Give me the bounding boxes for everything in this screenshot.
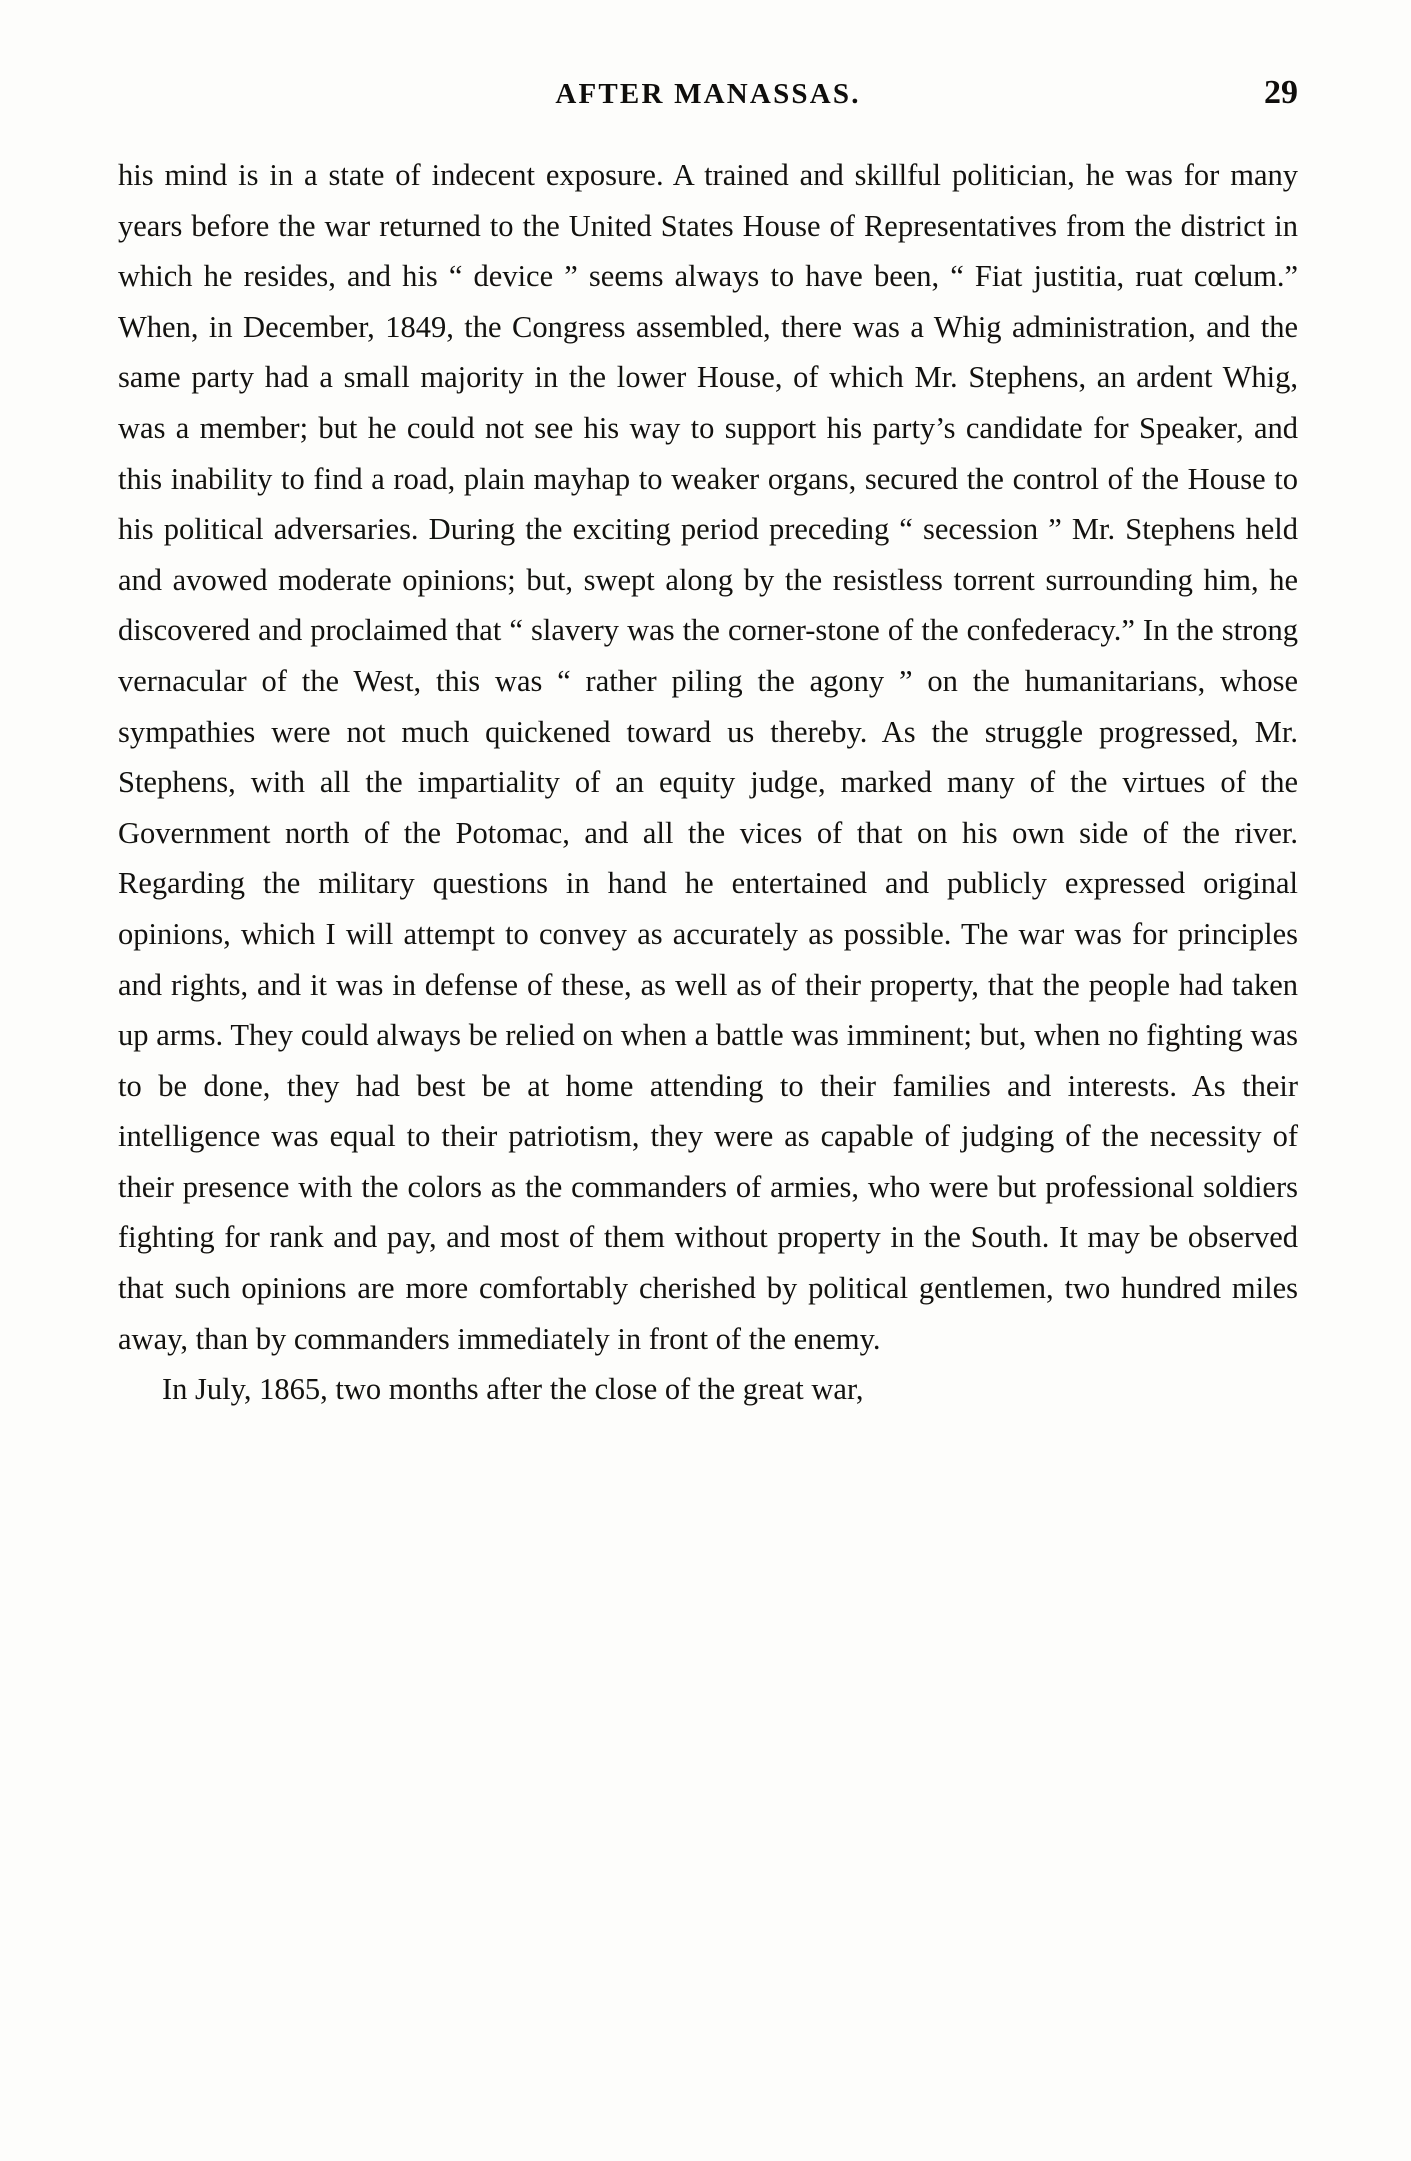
body-text: [118, 150, 1298, 1415]
paragraph: his mind is in a state of indecent exposure. A trained and skillful politician, he was for many years before the war returned to the United States House of Representatives from the district in which he resides, and his “ device ” seems always to have been, “ Fiat justitia, ruat cœlum.” When, in December, 1849, the Congress assembled, there was a Whig administration, and the same party had a small majority in the lower House, of which Mr. Stephens, an ardent Whig, was a member; but he could not see his way to support his party’s candidate for Speaker, and this inability to find a road, plain mayhap to weaker organs, secured the control of the House to his political adversaries. During the exciting period preceding “ secession ” Mr. Stephens held and avowed moderate opinions; but, swept along by the resistless torrent surrounding him, he discovered and proclaimed that “ slavery was the corner-stone of the confederacy.” In the strong vernacular of the West, this was “ rather piling the agony ” on the humanitarians, whose sympathies were not much quickened toward us thereby. As the struggle progressed, Mr. Stephens, with all the impartiality of an equity judge, marked many of the virtues of the Government north of the Potomac, and all the vices of that on his own side of the river. Regarding the military questions in hand he entertained and publicly expressed original opinions, which I will attempt to convey as accurately as possible. The war was for principles and rights, and it was in defense of these, as well as of their property, that the people had taken up arms. They could always be relied on when a battle was imminent; but, when no fighting was to be done, they had best be at home attending to their families and interests. As their intelligence was equal to their patriotism, they were as capable of judging of the necessity of their presence with the colors as the commanders of armies, who were but professional soldiers fighting for rank and pay, and most of them without property in the South. It may be observed that such opinions are more comfortably cherished by political gentlemen, two hundred miles away, than by commanders immediately in front of the enemy.: [118, 158, 1298, 1356]
running-head-title: AFTER MANASSAS.: [555, 78, 861, 110]
page-content: [118, 74, 1298, 1415]
paragraph: In July, 1865, two months after the close of the great war,: [162, 1372, 864, 1407]
running-head: [118, 74, 1298, 130]
page-number: 29: [1264, 74, 1298, 111]
